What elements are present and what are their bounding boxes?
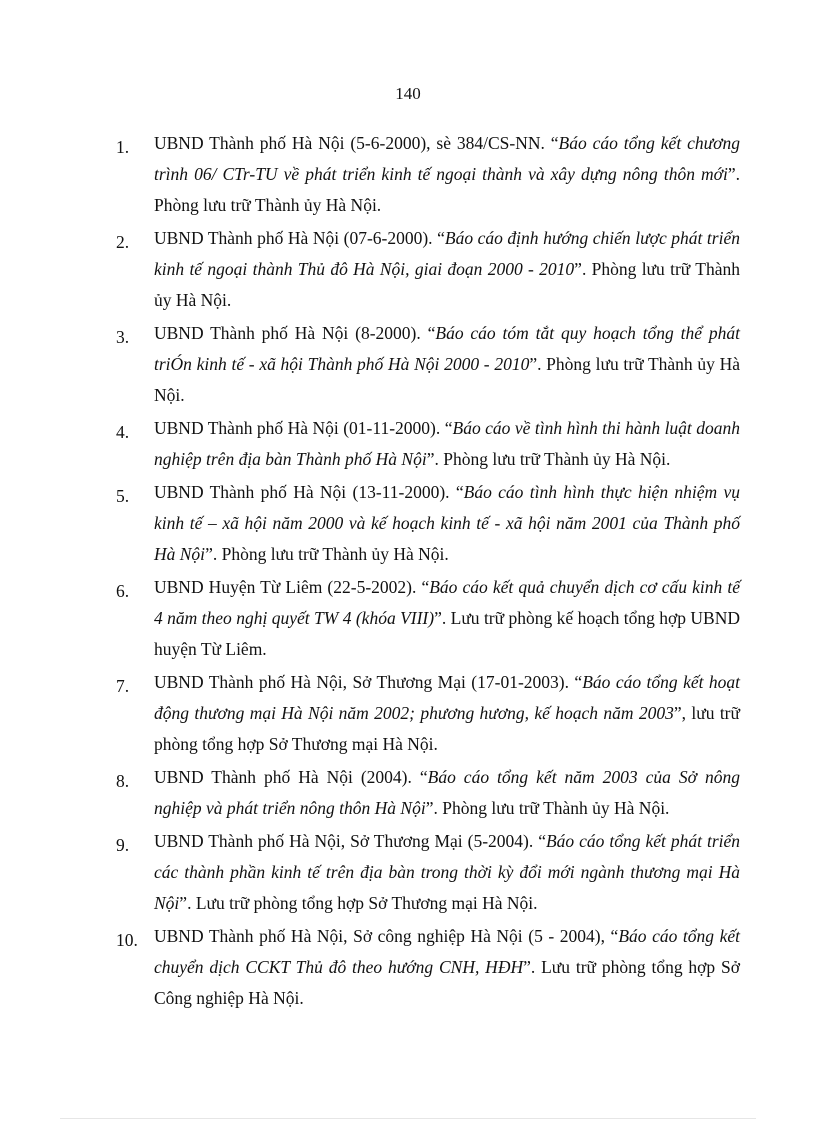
reference-title: Báo cáo tổng kết chương trình 06/ CTr-TU về phát triển kinh tế ngoại thành và xây dựng nông thôn mới [154,133,740,184]
reference-title: Báo cáo định hướng chiến lược phát triển kinh tế ngoại thành Thủ đô Hà Nội, giai đoạn 2000 - 2010 [154,228,740,279]
reference-number: 7. [116,676,130,696]
reference-number: 1. [116,137,130,157]
reference-archive: ”. Phòng lưu trữ Thành ủy Hà Nội. [205,544,449,564]
reference-archive: ”. Phòng lưu trữ Thành ủy Hà Nội. [154,259,740,310]
reference-number: 4. [116,422,130,442]
reference-title: Báo cáo tổng kết phát triển các thành phần kinh tế trên địa bàn trong thời kỳ đổi mới ngành thương mại Hà Nội [154,831,741,913]
reference-title: Báo cáo tóm tắt quy hoạch tổng thể phát triÓn kinh tế - xã hội Thành phố Hà Nội 2000 - 2010 [154,323,740,374]
reference-source: UBND Thành phố Hà Nội, Sở Thương Mại (5-2004). “ [154,831,546,851]
reference-item [116,128,740,221]
reference-number: 9. [116,835,130,855]
reference-title: Báo cáo tình hình thực hiện nhiệm vụ kinh tế – xã hội năm 2000 và kế hoạch kinh tế - xã hội năm 2001 của Thành phố Hà Nội [154,482,741,564]
reference-item [116,921,740,1014]
reference-source: UBND Huyện Từ Liêm (22-5-2002). “ [154,577,430,597]
reference-number: 6. [116,581,130,601]
reference-item [116,667,740,760]
reference-number: 10. [116,930,138,950]
reference-source: UBND Thành phố Hà Nội (01-11-2000). “ [154,418,453,438]
reference-title: Báo cáo tổng kết năm 2003 của Sở nông nghiệp và phát triển nông thôn Hà Nội [154,767,740,818]
reference-source: UBND Thành phố Hà Nội (13-11-2000). “ [154,482,464,502]
reference-archive: ”. Lưu trữ phòng tổng hợp Sở Công nghiệp Hà Nội. [154,957,740,1008]
reference-item [116,318,740,411]
reference-source: UBND Thành phố Hà Nội (07-6-2000). “ [154,228,445,248]
reference-number: 2. [116,232,130,252]
reference-number: 3. [116,327,130,347]
reference-title: Báo cáo về tình hình thi hành luật doanh nghiệp trên địa bàn Thành phố Hà Nội [154,418,741,469]
reference-source: UBND Thành phố Hà Nội (2004). “ [154,767,428,787]
reference-item [116,223,740,316]
reference-title: Báo cáo tổng kết chuyển dịch CCKT Thủ đô theo hướng CNH, HĐH [154,926,741,977]
reference-source: UBND Thành phố Hà Nội, Sở công nghiệp Hà Nội (5 - 2004), “ [154,926,619,946]
page-number: 140 [395,84,421,103]
reference-item [116,572,740,665]
reference-title: Báo cáo tổng kết hoạt động thương mại Hà Nội năm 2002; phương hương, kế hoạch năm 2003 [154,672,741,723]
reference-number: 5. [116,486,130,506]
reference-item [116,762,740,824]
reference-number: 8. [116,771,130,791]
reference-archive: ”. Lưu trữ phòng kế hoạch tổng hợp UBND huyện Từ Liêm. [154,608,740,659]
reference-item [116,477,740,570]
reference-archive: ”. Phòng lưu trữ Thành ủy Hà Nội. [154,164,740,215]
reference-item [116,413,740,475]
reference-archive: ”. Lưu trữ phòng tổng hợp Sở Thương mại Hà Nội. [179,893,538,913]
reference-archive: ”. Phòng lưu trữ Thành ủy Hà Nội. [426,449,671,469]
page-bottom-divider [60,1118,756,1119]
reference-list [116,128,740,1016]
reference-source: UBND Thành phố Hà Nội (8-2000). “ [154,323,436,343]
reference-source: UBND Thành phố Hà Nội, Sở Thương Mại (17-01-2003). “ [154,672,583,692]
reference-archive: ”, lưu trữ phòng tổng hợp Sở Thương mại Hà Nội. [154,703,740,754]
reference-source: UBND Thành phố Hà Nội (5-6-2000), sè 384/CS-NN. “ [154,133,559,153]
reference-archive: ”. Phòng lưu trữ Thành ủy Hà Nội. [425,798,670,818]
reference-item [116,826,740,919]
reference-title: Báo cáo kết quả chuyển dịch cơ cấu kinh tế 4 năm theo nghị quyết TW 4 (khóa VIII) [154,577,741,628]
reference-archive: ”. Phòng lưu trữ Thành ủy Hà Nội. [154,354,740,405]
